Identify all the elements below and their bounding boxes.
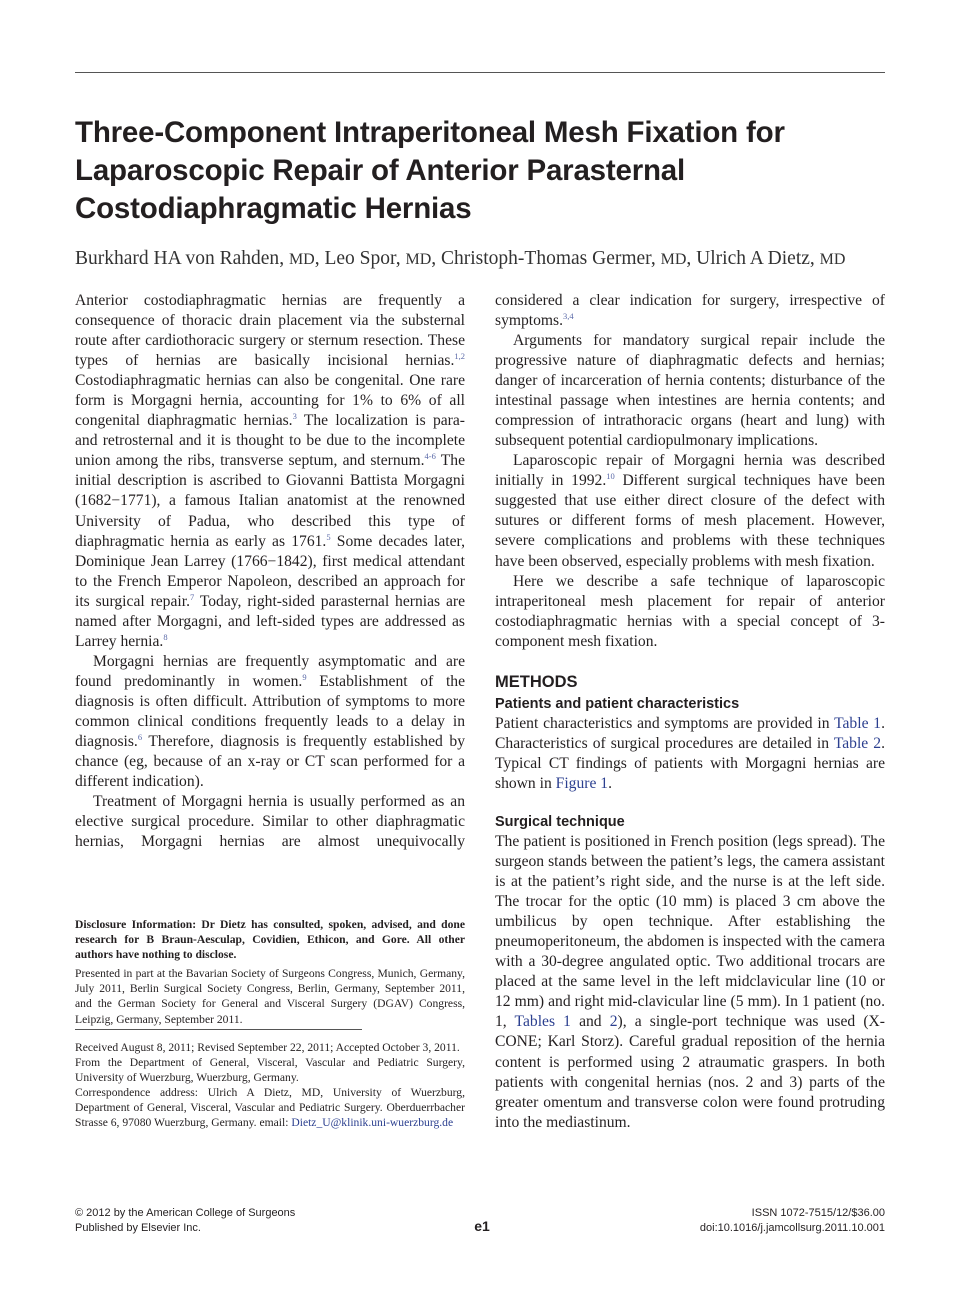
author-list: Burkhard HA von Rahden, MD, Leo Spor, MD, Christoph-Thomas Germer, MD, Ulrich A Dietz, MD [75, 248, 846, 269]
text-run: Morgagni hernias are frequently asymptomatic and are found predominantly in women. [75, 652, 465, 690]
author-name: Christoph-Thomas Germer [441, 248, 651, 269]
reference-link[interactable]: 1,2 [454, 351, 465, 362]
publisher: Published by Elsevier Inc. [75, 1222, 201, 1234]
reference-link[interactable]: 7 [189, 591, 195, 602]
top-rule [75, 72, 885, 73]
issn: ISSN 1072-7515/12/$36.00 [751, 1207, 885, 1219]
author-degree: MD [405, 251, 432, 268]
text-run: Correspondence address: Ulrich A Dietz, MD, University of Wuerzburg, Department of General, Visceral, Vascular and Pediatric Surgery. Oberduerrbacher Strasse 6, 97080 Wuerzburg, Germany. email: [75, 1085, 465, 1130]
author-name: Leo Spor [324, 248, 396, 269]
text-run: . Characteristics of surgical procedures are detailed in [495, 714, 885, 752]
footer-right [700, 1206, 885, 1236]
text-run: The patient is positioned in French position (legs spread). The surgeon stands between the patient’s legs, the camera assistant is at the patient’s right side, and the nurse is at the left side. The trocar for the optic (10 mm) is placed 3 cm above the umbilicus by open technique. After establishing the pneumoperitoneum, the abdomen is inspected with the camera with a 30-degree angulated optic. Two additional trocars are placed at the same level in the left midclavicular line (10 or 12 mm) and right mid-clavicular line (5 mm). In 1 patient (no. 1, [495, 832, 885, 1031]
paragraph [75, 792, 465, 852]
email-link[interactable]: Dietz_U@klinik.uni-wuerzburg.de [291, 1116, 454, 1130]
article-notes [75, 917, 465, 1130]
footer-left [75, 1206, 295, 1236]
text-run: Establishment of the diagnosis is often difficult. Attribution of symptoms to more common clinical conditions frequently leads to a delay in diagnosis. [75, 672, 466, 751]
text-run: Anterior costodiaphragmatic hernias are frequently a consequence of thoracic drain placement via the substernal route after cardiothoracic surgery or sternum resection. These types of hernias are basically incisional hernias. [75, 292, 465, 370]
text-run: considered a clear indication for surgery, irrespective of symptoms. [495, 292, 885, 330]
subsection-heading: Surgical technique [495, 813, 625, 830]
reference-link[interactable]: 6 [137, 732, 143, 743]
text-run: Therefore, diagnosis is frequently established by chance (eg, because of an x-ray or CT scan performed for a different indication). [75, 733, 465, 791]
reference-link[interactable]: 3,4 [563, 311, 574, 322]
text-run: The localization is para- and retrosternal and it is thought to be due to the incomplete union among the ribs, transverse septum, and sternum. [75, 412, 465, 470]
doi: doi:10.1016/j.jamcollsurg.2011.10.001 [699, 1222, 885, 1234]
text-run: and [570, 1013, 610, 1031]
author-name: Burkhard HA von Rahden [75, 248, 280, 269]
table-link[interactable]: Table 1 [834, 714, 882, 732]
notes-divider [75, 1029, 362, 1030]
figure-link[interactable]: Figure 1 [555, 774, 609, 792]
page-number: e1 [474, 1218, 490, 1234]
paragraph: Here we describe a safe technique of laparoscopic intraperitoneal mesh placement for repair of anterior costodiaphragmatic hernias with a special concept of 3-component mesh fixation. [495, 572, 885, 650]
author-degree: MD [819, 251, 846, 268]
text-run: Laparoscopic repair of Morgagni hernia was described initially in 1992. [495, 452, 885, 490]
paragraph-continuation [495, 291, 885, 331]
paragraph [495, 832, 885, 1133]
reference-link[interactable]: 9 [302, 671, 307, 682]
text-run: . [608, 774, 612, 792]
author-degree: MD [288, 251, 315, 268]
affiliation-note: From the Department of General, Visceral, Vascular and Pediatric Surgery, University of Wuerzburg, Wuerzburg, Germany. [75, 1055, 465, 1084]
paragraph [75, 652, 465, 792]
reference-link[interactable]: 5 [326, 531, 331, 542]
text-run: Treatment of Morgagni hernia is usually performed as an elective surgical procedure. Similar to other diaphragmatic hernias, Morgagni hernias are almost unequivocally [75, 793, 465, 851]
paragraph: Arguments for mandatory surgical repair include the progressive nature of diaphragmatic defects and hernias; danger of incarceration of hernia contents; disturbance of the intestinal passage when intestines are hernia contents; and compression of intrathoracic organs (heart and lung) with subsequent potential cardiopulmonary implications. [495, 332, 885, 450]
text-run: . Typical CT findings of patients with Morgagni hernias are shown in [495, 734, 885, 792]
reference-link[interactable]: 8 [163, 631, 168, 642]
section-heading: METHODS [495, 672, 578, 691]
copyright: © 2012 by the American College of Surgeons [75, 1207, 296, 1219]
article-title: Three-Component Intraperitoneal Mesh Fixation for Laparoscopic Repair of Anterior Parasternal Costodiaphragmatic Hernias [75, 116, 785, 225]
correspondence-note [75, 1085, 465, 1130]
received-note: Received August 8, 2011; Revised September 22, 2011; Accepted October 3, 2011. [75, 1040, 460, 1054]
paragraph [75, 291, 465, 652]
text-run: ), a single-port technique was used (X-CONE; Karl Storz). Careful gradual reposition of the hernia content is performed using 2 atraumatic graspers. In both patients with congenital hernias (nos. 2 and 3) parts of the greater omentum and transverse colon were found protruding into the mediastinum. [495, 1013, 885, 1131]
text-run: Different surgical techniques have been suggested that use either direct closure of the defect with sutures or different forms of mesh placement. However, severe complications and problems with these techniques have been observed, especially problems with mesh fixation. [495, 472, 885, 570]
presented-note: Presented in part at the Bavarian Society of Surgeons Congress, Munich, Germany, July 2011, Berlin Surgical Society Congress, Berlin, Germany, September 2011, and the German Society for General and Visceral Surgery (DGAV) Congress, Leipzig, Germany, September 2011. [75, 967, 465, 1026]
text-run: Patient characteristics and symptoms are provided in [495, 714, 835, 732]
author-name: Ulrich A Dietz [696, 248, 810, 269]
subsection-heading: Patients and patient characteristics [495, 695, 740, 712]
reference-link[interactable]: 4-6 [424, 451, 436, 462]
paragraph [495, 451, 885, 571]
table-link[interactable]: Table 2 [833, 734, 882, 752]
table-link[interactable]: Tables 1 [514, 1013, 571, 1031]
table-link[interactable]: 2 [609, 1013, 618, 1031]
text-run: Today, right-sided parasternal hernias are named after Morgagni, and left-sided types are addressed as Larrey hernia. [75, 592, 465, 650]
reference-link[interactable]: 10 [606, 471, 615, 482]
left-column [75, 291, 465, 852]
author-degree: MD [660, 251, 687, 268]
paragraph [495, 291, 885, 331]
right-column [495, 291, 885, 1133]
paragraph [495, 714, 885, 794]
reference-link[interactable]: 3 [292, 411, 297, 422]
text-run: Some decades later, Dominique Jean Larrey (1766−1842), first medical attendant to the French Emperor Napoleon, described an approach for its surgical repair. [75, 532, 465, 610]
disclosure-note: Disclosure Information: Dr Dietz has consulted, spoken, advised, and done research for B Braun-Aesculap, Covidien, Ethicon, and Gore. All other authors have nothing to disclose. [75, 918, 465, 962]
text-run: The initial description is ascribed to Giovanni Battista Morgagni (1682−1771), a famous Italian anatomist at the renowned University of Padua, who described this type of diaphragmatic hernia as early as 1761. [75, 452, 465, 550]
text-run: Costodiaphragmatic hernias can also be congenital. One rare form is Morgagni hernia, accounting for 1% to 6% of all congenital diaphragmatic hernias. [75, 372, 465, 430]
